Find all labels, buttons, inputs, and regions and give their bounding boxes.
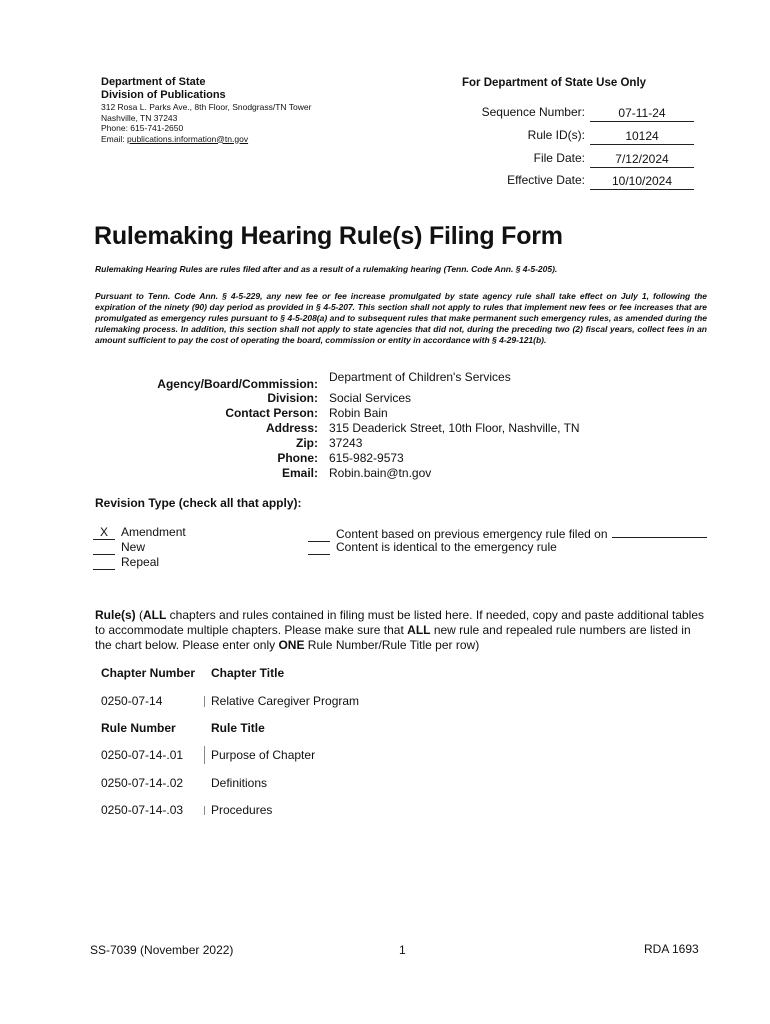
rule-id-label: Rule ID(s): [527, 128, 585, 142]
table-separator [204, 746, 205, 764]
rda-code: RDA 1693 [644, 942, 699, 956]
division-value: Social Services [329, 391, 412, 405]
zip-value: 37243 [329, 436, 363, 450]
agency-info-block [100, 370, 700, 481]
division-title: Division of Publications [101, 89, 226, 101]
rule-number-cell: 0250-07-14-.02 [101, 776, 184, 790]
chapter-number-cell: 0250-07-14 [101, 694, 163, 708]
zip-row [100, 436, 700, 451]
agency-row [100, 370, 700, 391]
agency-value: Department of Children's Services [329, 370, 511, 384]
form-id: SS-7039 (November 2022) [90, 943, 234, 957]
chapter-number-header: Chapter Number [101, 666, 196, 680]
new-checkbox-row[interactable] [93, 540, 145, 555]
rules-intro-text-2: chapters and rules contained in filing must be listed here. If needed, copy and paste additional tables to accommodate multiple chapters. Please make sure that [95, 608, 705, 637]
file-date-row [440, 151, 700, 171]
chapter-title-cell: Relative Caregiver Program [211, 694, 360, 708]
form-title: Rulemaking Hearing Rule(s) Filing Form [94, 222, 563, 250]
effective-date-value: 10/10/2024 [590, 173, 694, 190]
email-link[interactable]: publications.information@tn.gov [126, 133, 249, 144]
contact-person-value: Robin Bain [329, 406, 388, 420]
rules-intro-text-4: Rule Number/Rule Title per row) [304, 638, 480, 652]
file-date-value: 7/12/2024 [590, 151, 694, 168]
email-value: Robin.bain@tn.gov [329, 466, 432, 480]
effective-date-row [440, 173, 700, 193]
email-label: Email: [281, 466, 318, 480]
effective-date-label: Effective Date: [507, 173, 585, 187]
repeal-checkbox-row[interactable] [93, 555, 159, 570]
rule-id-row [440, 128, 700, 148]
form-subtitle: Rulemaking Hearing Rules are rules filed after and as a result of a rulemaking hearing (Tenn. Code Ann. § 4-5-205). [95, 264, 558, 274]
phone-label: Phone: [277, 451, 318, 465]
email-row [100, 466, 700, 481]
address-line-1: 312 Rosa L. Parks Ave., 8th Floor, Snodgrass/TN Tower [101, 102, 312, 112]
sequence-number-row [440, 105, 700, 125]
rule-title-cell: Definitions [211, 776, 268, 790]
rule-title-header: Rule Title [211, 721, 265, 735]
address-row [100, 421, 700, 436]
content-identical-label: Content is identical to the emergency rule [336, 540, 557, 554]
zip-label: Zip: [296, 436, 318, 450]
rule-id-value: 10124 [590, 128, 694, 145]
emergency-filed-date-field[interactable] [612, 525, 707, 538]
phone-value: 615-982-9573 [329, 451, 404, 465]
address-value: 315 Deaderick Street, 10th Floor, Nashville, TN [329, 421, 580, 435]
rule-number-header: Rule Number [101, 721, 176, 735]
amendment-checkbox-row[interactable] [93, 525, 186, 540]
department-title: Department of State [101, 76, 206, 88]
division-label: Division: [267, 391, 318, 405]
new-label: New [121, 540, 146, 554]
table-separator [204, 806, 205, 815]
address-line-2: Nashville, TN 37243 [101, 112, 178, 123]
rule-number-cell: 0250-07-14-.03 [101, 803, 184, 817]
content-identical-checkbox-row[interactable] [308, 540, 557, 555]
rule-title-cell: Purpose of Chapter [211, 748, 316, 762]
content-previous-label: Content based on previous emergency rule filed on [336, 527, 608, 541]
table-separator [204, 696, 205, 707]
rules-intro-text-1: ( [135, 608, 144, 622]
revision-type-title: Revision Type (check all that apply): [95, 496, 302, 510]
sequence-number-label: Sequence Number: [481, 105, 585, 119]
phone-row [100, 451, 700, 466]
amendment-checkbox[interactable]: X [93, 526, 115, 540]
rule-number-cell: 0250-07-14-.01 [101, 748, 184, 762]
rules-intro-text-3: new rule and repealed rule numbers are listed in the chart below. Please enter only [95, 623, 691, 652]
amendment-label: Amendment [121, 525, 186, 539]
page-number: 1 [399, 943, 406, 957]
contact-person-label: Contact Person: [225, 406, 318, 420]
rules-intro-bold-4: ONE [278, 638, 305, 652]
email-label: Email: [101, 133, 127, 144]
division-row [100, 391, 700, 406]
content-previous-checkbox-row[interactable] [308, 525, 707, 540]
rule-title-cell: Procedures [211, 803, 273, 817]
new-checkbox[interactable] [93, 541, 115, 555]
sequence-number-value: 07-11-24 [590, 105, 694, 122]
rules-intro-bold-2: ALL [143, 608, 167, 622]
contact-person-row [100, 406, 700, 421]
repeal-checkbox[interactable] [93, 556, 115, 570]
file-date-label: File Date: [533, 151, 585, 165]
department-address-block [101, 76, 401, 144]
phone-line: Phone: 615-741-2650 [101, 123, 184, 133]
agency-label: Agency/Board/Commission: [157, 377, 318, 391]
repeal-label: Repeal [121, 555, 160, 569]
pursuant-paragraph: Pursuant to Tenn. Code Ann. § 4-5-229, any new fee or fee increase promulgated by state agency rule shall take effect on July 1, following the expiration of the ninety (90) day period as provided in § 4-5-207. This section shall not apply to rules that implement new fees or fee increases that are promulgated as emergency rules pursuant to § 4-5-208(a) and to subsequent rules that make permanent such emergency rules, as amended during the rulemaking process. In addition, this section shall not apply to state agencies that did not, during the preceding two (2) fiscal years, collect fees in an amount sufficient to pay the cost of operating the board, commission or entity in accordance with § 4-29-121(b). [95, 291, 707, 345]
rules-instructions [95, 608, 707, 653]
rules-intro-bold-3: ALL [407, 623, 431, 637]
content-identical-checkbox[interactable] [308, 541, 330, 555]
email-line [101, 134, 401, 145]
state-use-only-title: For Department of State Use Only [462, 77, 647, 89]
rules-intro-bold-1: Rule(s) [95, 608, 136, 622]
chapter-title-header: Chapter Title [211, 666, 285, 680]
address-label: Address: [265, 421, 318, 435]
